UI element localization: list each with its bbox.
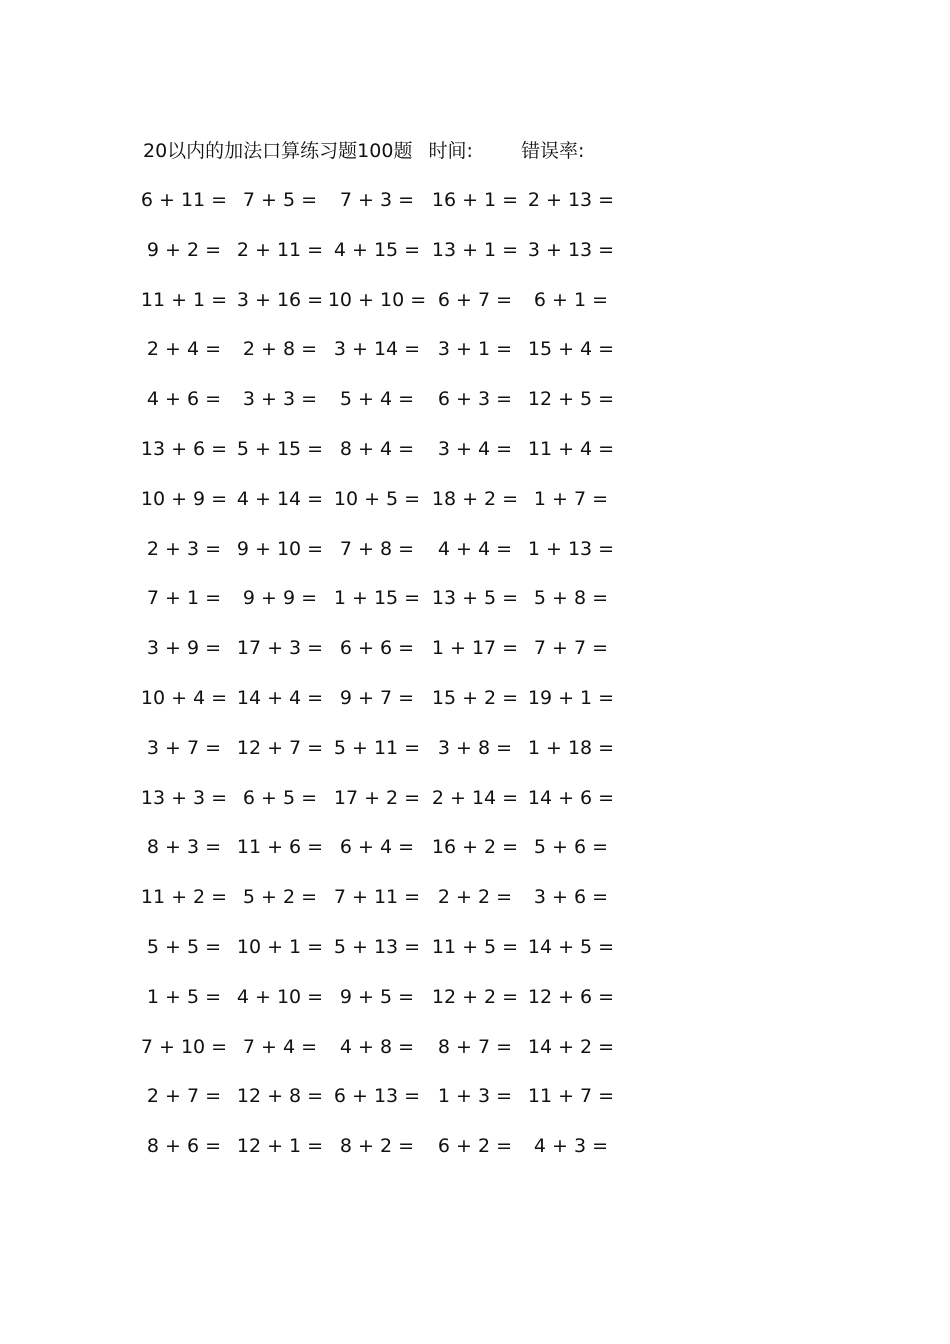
problem-item: 18 + 2 = <box>431 487 519 510</box>
problem-item: 13 + 5 = <box>431 587 519 610</box>
problem-item: 5 + 2 = <box>242 886 318 909</box>
problem-item: 3 + 3 = <box>242 388 318 411</box>
problem-item: 12 + 5 = <box>527 388 615 411</box>
problem-item: 3 + 8 = <box>437 736 513 759</box>
problem-item: 10 + 1 = <box>236 935 324 958</box>
problem-item: 9 + 2 = <box>146 238 222 261</box>
problem-item: 19 + 1 = <box>527 686 615 709</box>
problem-item: 2 + 11 = <box>236 238 324 261</box>
problem-item: 6 + 1 = <box>533 288 609 311</box>
problem-item: 3 + 13 = <box>527 238 615 261</box>
problem-item: 3 + 1 = <box>437 338 513 361</box>
problem-item: 15 + 4 = <box>527 338 615 361</box>
problem-item: 7 + 11 = <box>333 886 421 909</box>
problem-row <box>0 582 950 632</box>
problem-row <box>0 782 950 832</box>
problem-row <box>0 732 950 782</box>
problem-item: 11 + 7 = <box>527 1085 615 1108</box>
problem-item: 4 + 15 = <box>333 238 421 261</box>
problem-item: 13 + 6 = <box>140 437 228 460</box>
problem-row <box>0 533 950 583</box>
problem-item: 3 + 7 = <box>146 736 222 759</box>
problem-row <box>0 184 950 234</box>
problem-item: 6 + 4 = <box>339 836 415 859</box>
problem-item: 2 + 14 = <box>431 786 519 809</box>
problem-item: 7 + 1 = <box>146 587 222 610</box>
problem-item: 6 + 13 = <box>333 1085 421 1108</box>
problem-row <box>0 981 950 1031</box>
problem-item: 2 + 8 = <box>242 338 318 361</box>
problem-row <box>0 881 950 931</box>
problem-item: 4 + 6 = <box>146 388 222 411</box>
problem-item: 16 + 1 = <box>431 189 519 211</box>
problem-item: 1 + 18 = <box>527 736 615 759</box>
problem-item: 3 + 9 = <box>146 637 222 660</box>
problem-item: 9 + 5 = <box>339 985 415 1008</box>
worksheet-title: 20以内的加法口算练习题100题 <box>143 140 413 162</box>
problem-item: 7 + 3 = <box>339 189 415 211</box>
problem-item: 6 + 2 = <box>437 1135 513 1158</box>
problem-item: 1 + 13 = <box>527 537 615 560</box>
worksheet-header <box>143 136 584 166</box>
problem-item: 4 + 8 = <box>339 1035 415 1058</box>
problem-item: 6 + 3 = <box>437 388 513 411</box>
problem-item: 2 + 13 = <box>527 189 615 211</box>
problem-item: 1 + 17 = <box>431 637 519 660</box>
problem-row <box>0 284 950 334</box>
problem-item: 1 + 3 = <box>437 1085 513 1108</box>
problem-item: 7 + 8 = <box>339 537 415 560</box>
problem-item: 3 + 6 = <box>533 886 609 909</box>
problem-row <box>0 483 950 533</box>
problem-item: 17 + 3 = <box>236 637 324 660</box>
problem-item: 7 + 7 = <box>533 637 609 660</box>
problem-item: 11 + 5 = <box>431 935 519 958</box>
problem-item: 2 + 2 = <box>437 886 513 909</box>
problem-item: 3 + 16 = <box>236 288 324 311</box>
problem-row <box>0 831 950 881</box>
problem-item: 5 + 8 = <box>533 587 609 610</box>
problem-item: 7 + 5 = <box>242 189 318 211</box>
problem-item: 8 + 2 = <box>339 1135 415 1158</box>
problem-item: 9 + 10 = <box>236 537 324 560</box>
problem-item: 8 + 6 = <box>146 1135 222 1158</box>
problem-item: 2 + 3 = <box>146 537 222 560</box>
problem-item: 3 + 4 = <box>437 437 513 460</box>
error-rate-label: 错误率: <box>520 140 585 162</box>
problem-item: 11 + 4 = <box>527 437 615 460</box>
problem-item: 16 + 2 = <box>431 836 519 859</box>
problem-row <box>0 632 950 682</box>
problem-row <box>0 682 950 732</box>
problem-item: 5 + 11 = <box>333 736 421 759</box>
problem-item: 11 + 1 = <box>140 288 228 311</box>
problem-item: 10 + 4 = <box>140 686 228 709</box>
problem-item: 6 + 11 = <box>140 189 228 211</box>
problem-item: 1 + 5 = <box>146 985 222 1008</box>
problem-item: 5 + 6 = <box>533 836 609 859</box>
problem-item: 12 + 8 = <box>236 1085 324 1108</box>
problem-item: 6 + 5 = <box>242 786 318 809</box>
problem-item: 2 + 4 = <box>146 338 222 361</box>
problem-item: 3 + 14 = <box>333 338 421 361</box>
time-label: 时间: <box>428 140 473 162</box>
problem-row <box>0 931 950 981</box>
problem-row <box>0 1080 950 1130</box>
problem-item: 5 + 15 = <box>236 437 324 460</box>
problem-item: 17 + 2 = <box>333 786 421 809</box>
problem-item: 8 + 4 = <box>339 437 415 460</box>
problem-item: 13 + 3 = <box>140 786 228 809</box>
problem-row <box>0 1031 950 1081</box>
problem-item: 14 + 6 = <box>527 786 615 809</box>
problem-item: 11 + 6 = <box>236 836 324 859</box>
problem-item: 12 + 6 = <box>527 985 615 1008</box>
problem-item: 11 + 2 = <box>140 886 228 909</box>
problem-item: 7 + 4 = <box>242 1035 318 1058</box>
problem-item: 1 + 7 = <box>533 487 609 510</box>
problem-item: 7 + 10 = <box>140 1035 228 1058</box>
problem-item: 9 + 7 = <box>339 686 415 709</box>
problem-item: 10 + 9 = <box>140 487 228 510</box>
problem-row <box>0 234 950 284</box>
problem-item: 5 + 13 = <box>333 935 421 958</box>
problem-row <box>0 333 950 383</box>
problem-item: 13 + 1 = <box>431 238 519 261</box>
problem-row <box>0 433 950 483</box>
problem-item: 4 + 3 = <box>533 1135 609 1158</box>
problem-item: 14 + 4 = <box>236 686 324 709</box>
problem-item: 12 + 2 = <box>431 985 519 1008</box>
problem-row <box>0 383 950 433</box>
problem-item: 1 + 15 = <box>333 587 421 610</box>
problem-item: 5 + 4 = <box>339 388 415 411</box>
problem-row <box>0 1130 950 1180</box>
problem-item: 10 + 10 = <box>327 288 427 311</box>
problem-item: 12 + 7 = <box>236 736 324 759</box>
problem-item: 14 + 5 = <box>527 935 615 958</box>
problem-item: 4 + 14 = <box>236 487 324 510</box>
problem-item: 14 + 2 = <box>527 1035 615 1058</box>
problem-item: 10 + 5 = <box>333 487 421 510</box>
problem-item: 9 + 9 = <box>242 587 318 610</box>
problem-item: 6 + 7 = <box>437 288 513 311</box>
problem-grid <box>0 184 950 1180</box>
problem-item: 2 + 7 = <box>146 1085 222 1108</box>
problem-item: 5 + 5 = <box>146 935 222 958</box>
problem-item: 6 + 6 = <box>339 637 415 660</box>
problem-item: 4 + 4 = <box>437 537 513 560</box>
problem-item: 8 + 3 = <box>146 836 222 859</box>
problem-item: 15 + 2 = <box>431 686 519 709</box>
problem-item: 8 + 7 = <box>437 1035 513 1058</box>
problem-item: 12 + 1 = <box>236 1135 324 1158</box>
problem-item: 4 + 10 = <box>236 985 324 1008</box>
